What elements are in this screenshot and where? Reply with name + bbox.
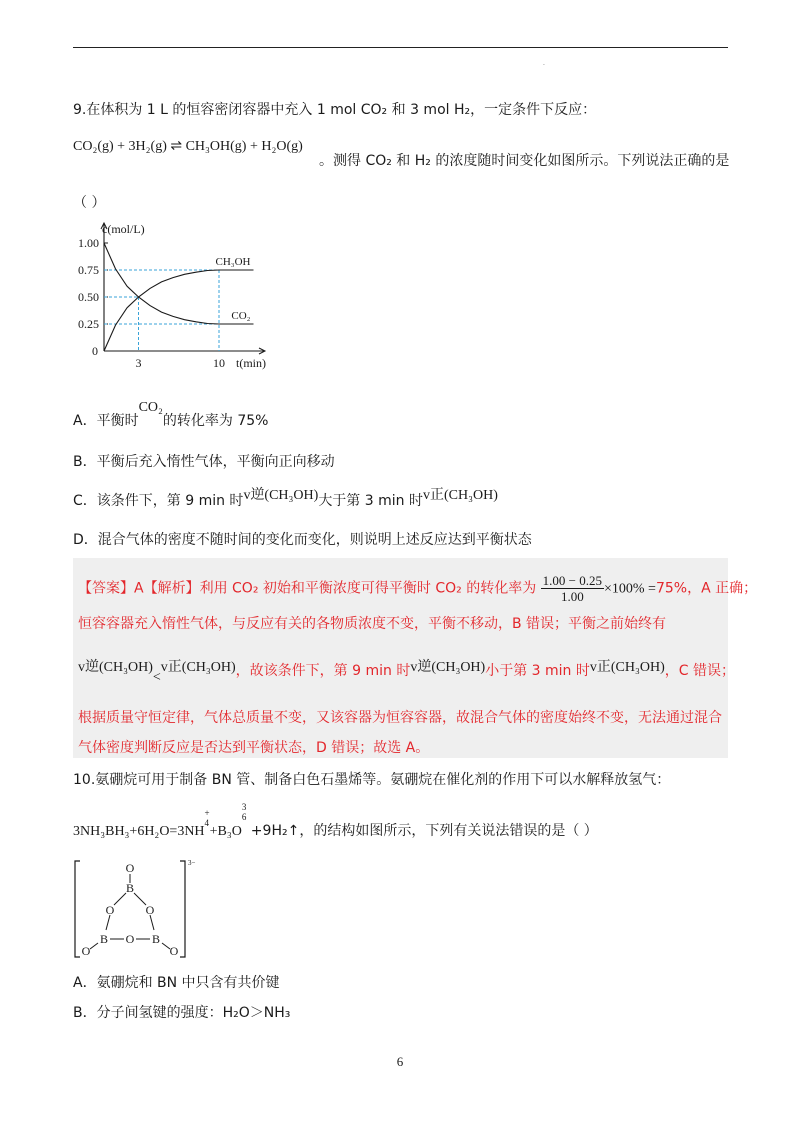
q10-equation <box>73 802 598 840</box>
q10-eq-pre: 3NH₃BH₃+6H₂O=3NH <box>73 824 205 839</box>
answer-v3: v逆(CH₃OH) <box>410 660 486 675</box>
q9-option-d: D．混合气体的密度不随时间的变化而变化，则说明上述反应达到平衡状态 <box>73 532 532 548</box>
answer-line3-mid2: 小于第 3 min 时 <box>485 663 590 679</box>
answer-v2: v正(CH₃OH) <box>160 660 236 675</box>
x-axis-label: t(min) <box>236 356 266 370</box>
page-number: 6 <box>396 1054 404 1069</box>
y-tick-label: 0.50 <box>78 290 99 304</box>
q10-eq-post: +9H₂↑，的结构如图所示，下列有关说法错误的是（ ） <box>246 823 598 839</box>
x-tick-label: 3 <box>135 356 142 370</box>
q9-option-c <box>73 490 498 510</box>
atom-b-top: B <box>125 881 135 895</box>
answer-line-3 <box>78 660 735 685</box>
answer-line3-end: ，C 错误； <box>664 663 735 679</box>
atom-o-top: O <box>125 861 135 875</box>
series-label-ch3oh: CH₃OH <box>215 256 251 268</box>
atom-o-bottom: O <box>125 932 135 946</box>
q9-equation: CO₂(g) + 3H₂(g) ⇌ CH₃OH(g) + H₂O(g) <box>73 139 303 154</box>
q9-option-a-post: 的转化率为 75% <box>162 413 269 429</box>
q9-stem2: 。测得 CO₂ 和 H₂ 的浓度随时间变化如图所示。下列说法正确的是 <box>319 153 730 169</box>
atom-o-outer-right: O <box>169 944 179 958</box>
q9-option-c-pre: C．该条件下，第 9 min 时 <box>73 493 244 509</box>
answer-line-1 <box>78 573 757 604</box>
q10-eq-sup1: + <box>204 808 210 818</box>
q9-option-a-species: CO₂ <box>138 400 163 415</box>
q9-option-c-v1: v逆(CH₃OH) <box>243 488 319 503</box>
answer-frac-num: 1.00 − 0.25 <box>542 573 602 588</box>
q9-option-a-pre: A．平衡时 <box>73 413 139 429</box>
structure-charge: 3− <box>188 859 196 867</box>
q9-option-c-v2: v正(CH₃OH) <box>422 488 498 503</box>
y-tick-label: 0 <box>92 344 98 358</box>
answer-line1-post: 75%，A 正确； <box>655 580 758 597</box>
concentration-chart <box>68 215 308 375</box>
answer-frac-den: 1.00 <box>560 589 584 604</box>
q9-stem: 9.在体积为 1 L 的恒容密闭容器中充入 1 mol CO₂ 和 3 mol H₂，一定条件下反应： <box>73 102 597 118</box>
q10-option-b: B．分子间氢键的强度：H₂O＞NH₃ <box>73 1005 291 1021</box>
answer-fraction <box>541 573 604 604</box>
y-tick-label: 0.25 <box>78 317 99 331</box>
answer-v4: v正(CH₃OH) <box>589 660 665 675</box>
header-rule <box>73 47 728 48</box>
q10-eq-sub1: 4 <box>204 818 210 828</box>
q10-stem: 10.氨硼烷可用于制备 BN 管、制备白色石墨烯等。氨硼烷在催化剂的作用下可以水解释放氢气： <box>73 772 671 788</box>
answer-line-5: 气体密度判断反应是否达到平衡状态，D 错误；故选 A。 <box>78 740 430 756</box>
answer-line1-mul: ×100% = <box>604 581 656 597</box>
answer-line-2: 恒容容器充入惰性气体，与反应有关的各物质浓度不变，平衡不移动，B 错误；平衡之前始终有 <box>78 616 667 632</box>
q10-option-a: A．氨硼烷和 BN 中只含有共价键 <box>73 975 280 991</box>
q9-paren: （ ） <box>73 195 106 211</box>
atom-o-right: O <box>145 903 155 917</box>
q10-eq-sub2: 6 <box>241 812 247 822</box>
q9-option-c-mid: 大于第 3 min 时 <box>318 493 423 509</box>
y-axis-label: c(mol/L) <box>102 222 145 236</box>
header-mark: . <box>543 60 545 67</box>
q10-eq-sup2: 3 <box>241 802 247 812</box>
answer-line-4: 根据质量守恒定律，气体总质量不变，又该容器为恒容容器，故混合气体的密度始终不变，无法通过混合 <box>78 710 722 726</box>
atom-b-left: B <box>99 932 109 946</box>
answer-line1-pre: 【答案】A【解析】利用 CO₂ 初始和平衡浓度可得平衡时 CO₂ 的转化率为 <box>78 580 537 597</box>
q10-eq-mid: +B₃O <box>209 824 242 839</box>
x-tick-label: 10 <box>213 356 225 370</box>
series-label-co2: CO₂ <box>231 310 251 322</box>
chart-axes <box>101 223 265 354</box>
chart-text <box>78 222 266 370</box>
atom-o-outer-left: O <box>81 944 91 958</box>
q9-option-b: B．平衡后充入惰性气体，平衡向正向移动 <box>73 454 335 470</box>
answer-line3-mid: ，故该条件下，第 9 min 时 <box>235 663 411 679</box>
answer-lt: < <box>152 670 161 685</box>
atom-o-left: O <box>105 903 115 917</box>
answer-v1: v逆(CH₃OH) <box>78 660 153 675</box>
y-tick-label: 0.75 <box>78 263 99 277</box>
y-tick-label: 1.00 <box>78 236 99 250</box>
q9-option-a <box>73 400 269 430</box>
b3o6-structure <box>70 855 205 965</box>
atom-b-right: B <box>151 932 161 946</box>
